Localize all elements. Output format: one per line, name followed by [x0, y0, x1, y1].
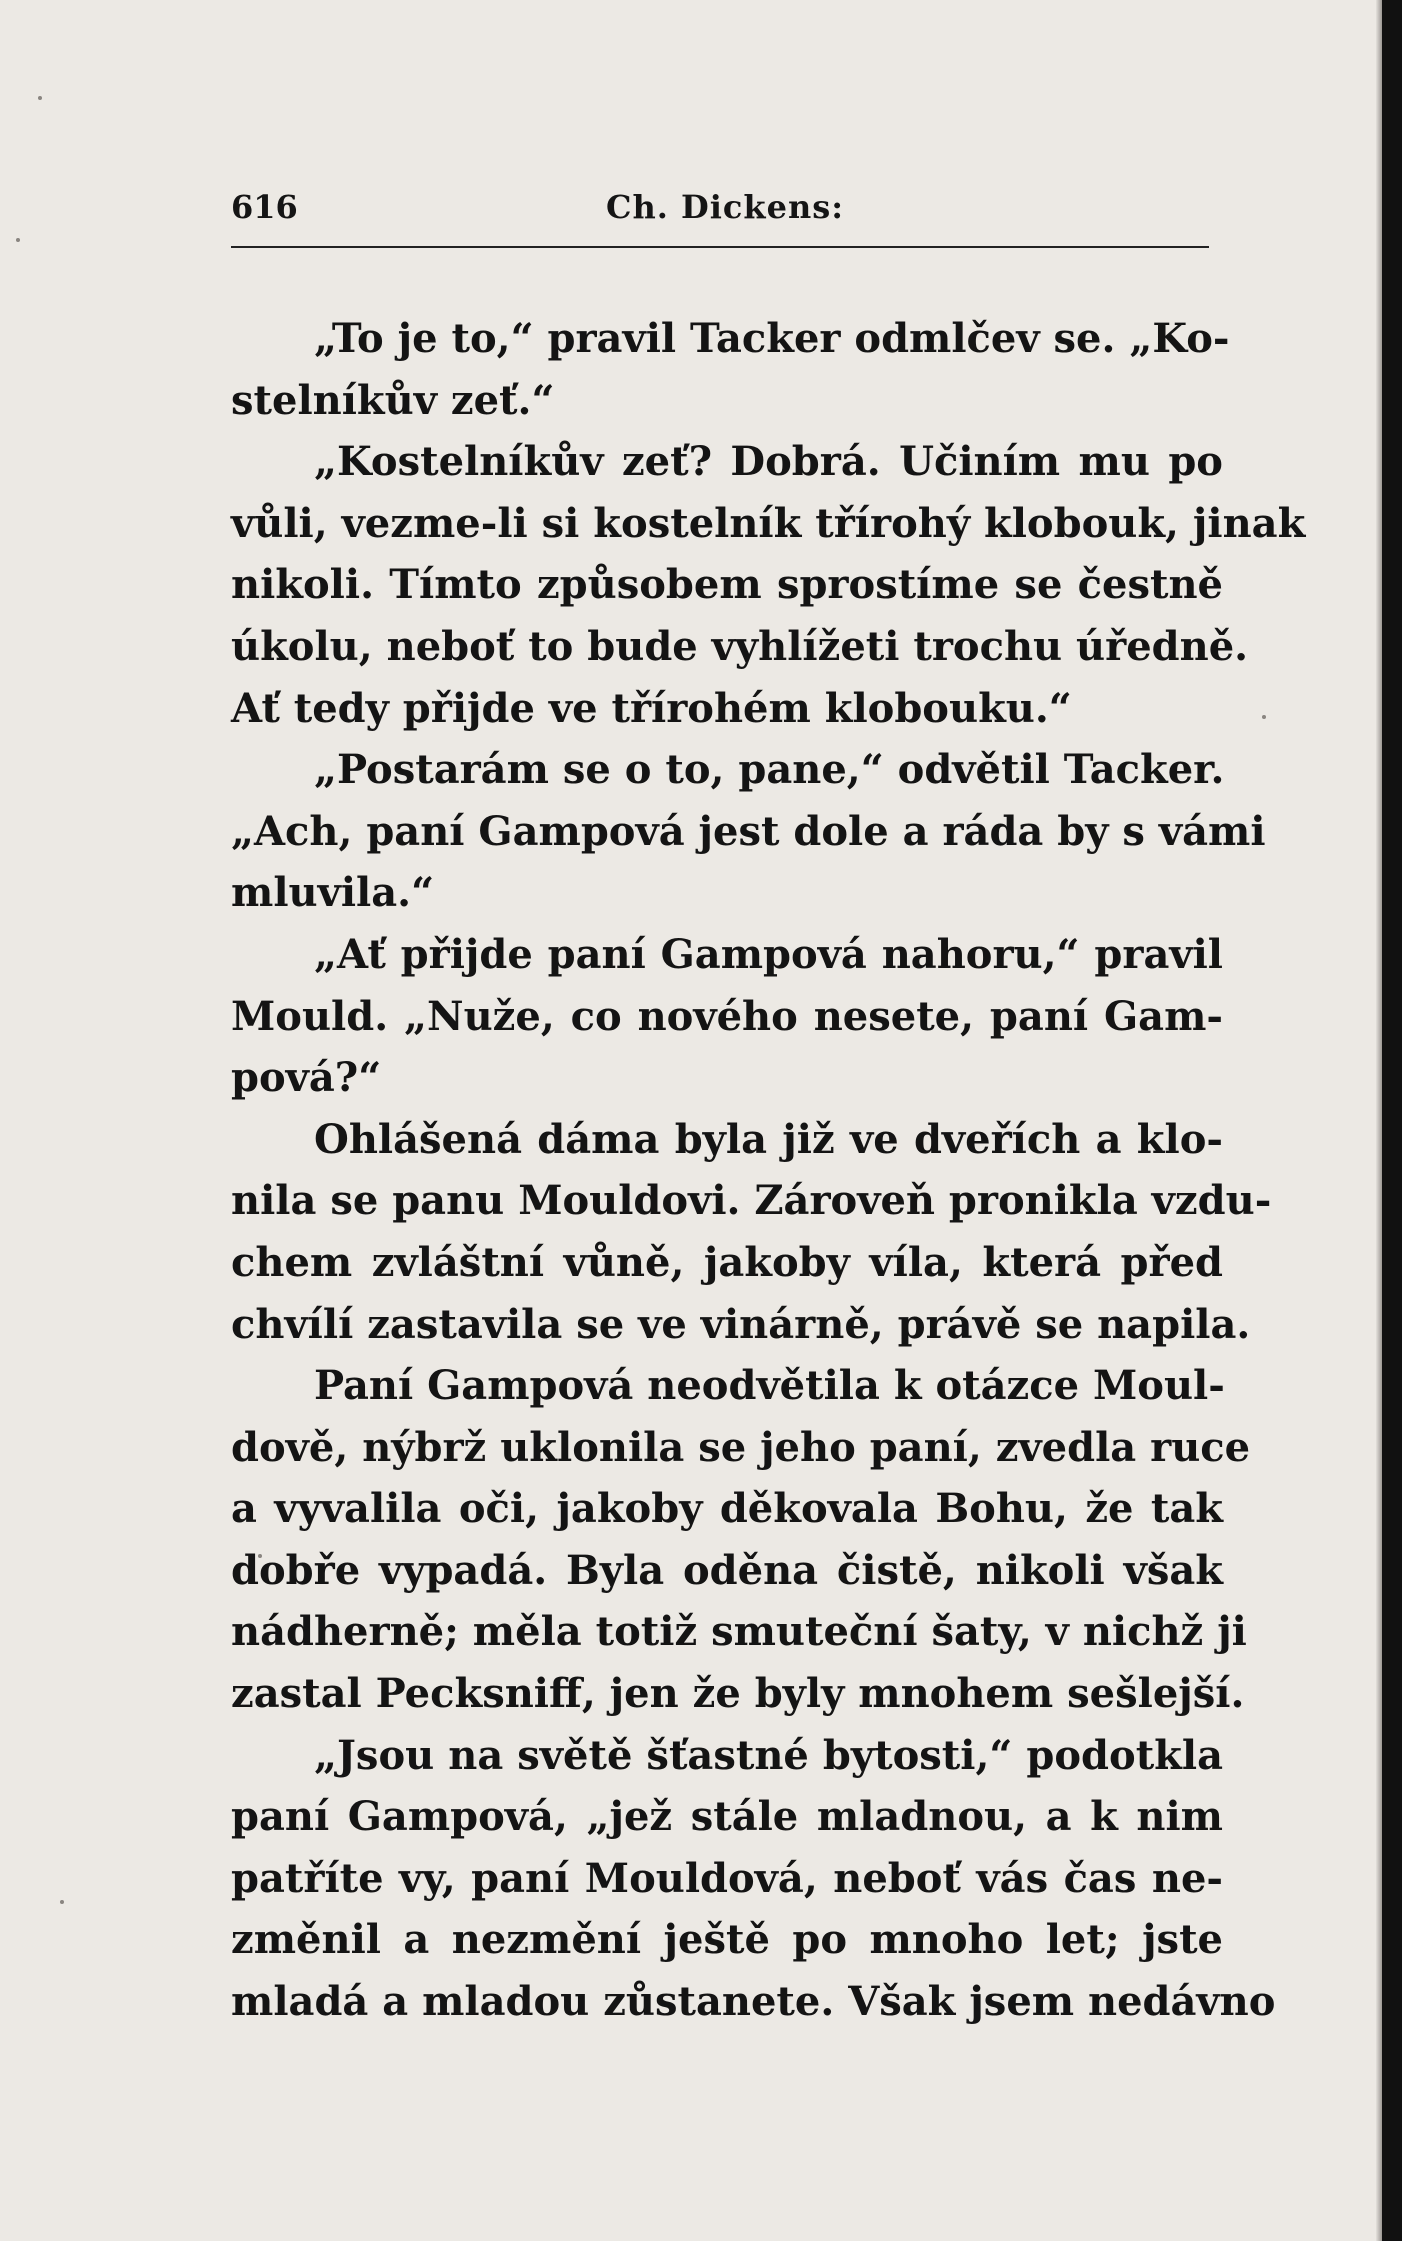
text-line: „Jsou na světě šťastné bytosti,“ podotkla [314, 1731, 1223, 1779]
paper-speck [38, 96, 42, 100]
book-binding [1382, 0, 1402, 2241]
text-line: Ať tedy přijde ve třírohém klobouku.“ [231, 684, 1072, 732]
text-line: mluvila.“ [231, 869, 435, 917]
text-line: dově, nýbrž uklonila se jeho paní, zvedla ruce [231, 1423, 1251, 1471]
paper-speck [60, 1900, 64, 1904]
text-line: „Ať přijde paní Gampová nahoru,“ pravil [314, 930, 1223, 978]
paper-speck [16, 238, 20, 242]
text-line: „Postarám se o to, pane,“ odvětil Tacker. [314, 746, 1225, 794]
text-line: stelníkův zeť.“ [231, 376, 555, 424]
text-line: „Kostelníkův zeť? Dobrá. Učiním mu po [314, 438, 1223, 486]
paper-speck [1262, 715, 1266, 719]
text-line: Ohlášená dáma byla již ve dveřích a klo- [314, 1115, 1223, 1163]
running-header [231, 188, 1209, 228]
body-text [231, 308, 1306, 2033]
text-line: patříte vy, paní Mouldová, neboť vás čas ne- [231, 1854, 1223, 1902]
running-title: Ch. Dickens: [606, 188, 845, 226]
page-number: 616 [231, 188, 298, 226]
text-line: a vyvalila oči, jakoby děkovala Bohu, že tak [231, 1485, 1223, 1533]
text-line: „To je to,“ pravil Tacker odmlčev se. „Ko- [314, 315, 1230, 362]
text-line: vůli, vezme-li si kostelník třírohý klobouk, jinak [231, 499, 1306, 547]
text-line: pová?“ [231, 1054, 382, 1102]
text-line: paní Gampová, „jež stále mladnou, a k nim [231, 1793, 1223, 1841]
header-rule [231, 246, 1209, 248]
text-line: nádherně; měla totiž smuteční šaty, v nichž ji [231, 1608, 1247, 1656]
text-line: nikoli. Tímto způsobem sprostíme se čestně [231, 561, 1223, 609]
text-line: chvílí zastavila se ve vinárně, právě se napila. [231, 1300, 1251, 1348]
text-line: úkolu, neboť to bude vyhlížeti trochu úředně. [231, 622, 1249, 670]
text-line: mladá a mladou zůstanete. Však jsem nedávno [231, 1978, 1276, 2026]
text-line: změnil a nezmění ještě po mnoho let; jste [231, 1916, 1223, 1964]
text-line: dobře vypadá. Byla oděna čistě, nikoli však [231, 1546, 1223, 1594]
text-line: nila se panu Mouldovi. Zároveň pronikla vzdu- [231, 1177, 1272, 1225]
text-line: „Ach, paní Gampová jest dole a ráda by s vámi [231, 807, 1266, 855]
text-line: chem zvláštní vůně, jakoby víla, která před [231, 1238, 1223, 1286]
text-line: Mould. „Nuže, co nového nesete, paní Gam- [231, 992, 1223, 1040]
text-line: zastal Pecksniff, jen že byly mnohem sešlejší. [231, 1670, 1245, 1718]
text-line: Paní Gampová neodvětila k otázce Moul- [314, 1362, 1225, 1410]
